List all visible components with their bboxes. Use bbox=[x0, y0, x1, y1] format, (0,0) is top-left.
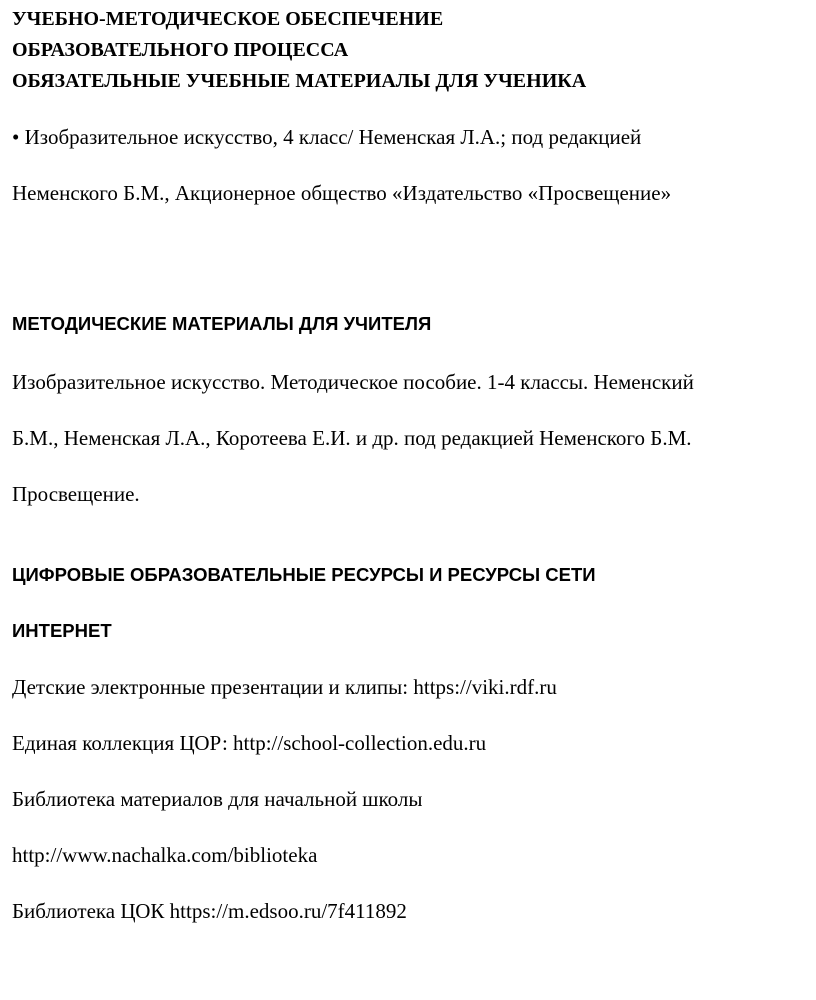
resource-link-school-collection[interactable]: http://school-collection.edu.ru bbox=[233, 731, 487, 755]
resource-item-cok-library bbox=[12, 898, 407, 924]
student-material-item-line-1: • Изобразительное искусство, 4 класс/ Неменская Л.А.; под редакцией bbox=[12, 125, 642, 149]
header-title-line-2: ОБРАЗОВАТЕЛЬНОГО ПРОЦЕССА bbox=[12, 39, 349, 61]
resource-label: Библиотека ЦОК bbox=[12, 899, 170, 923]
digital-resources-heading-line-2: ИНТЕРНЕТ bbox=[12, 620, 112, 641]
teacher-material-line-3: Просвещение. bbox=[12, 482, 140, 506]
student-material-item-line-2: Неменского Б.М., Акционерное общество «Издательство «Просвещение» bbox=[12, 181, 672, 205]
resource-label: Единая коллекция ЦОР: bbox=[12, 731, 234, 755]
resource-link-nachalka[interactable]: http://www.nachalka.com/biblioteka bbox=[12, 843, 318, 867]
resource-link-edsoo[interactable]: https://m.edsoo.ru/7f411892 bbox=[169, 899, 407, 923]
digital-resources-heading-line-1: ЦИФРОВЫЕ ОБРАЗОВАТЕЛЬНЫЕ РЕСУРСЫ И РЕСУРСЫ СЕТИ bbox=[12, 564, 596, 585]
header-title-line-1: УЧЕБНО-МЕТОДИЧЕСКОЕ ОБЕСПЕЧЕНИЕ bbox=[12, 8, 444, 30]
resource-item-primary-library: Библиотека материалов для начальной школы bbox=[12, 787, 423, 811]
teacher-materials-heading: МЕТОДИЧЕСКИЕ МАТЕРИАЛЫ ДЛЯ УЧИТЕЛЯ bbox=[12, 313, 432, 334]
student-materials-heading: ОБЯЗАТЕЛЬНЫЕ УЧЕБНЫЕ МАТЕРИАЛЫ ДЛЯ УЧЕНИКА bbox=[12, 70, 587, 92]
resource-item-cor-collection bbox=[12, 730, 486, 756]
resource-item-presentations bbox=[12, 674, 557, 700]
resource-label: Детские электронные презентации и клипы: bbox=[12, 675, 414, 699]
resource-link-viki[interactable]: https://viki.rdf.ru bbox=[413, 675, 557, 699]
teacher-material-line-2: Б.М., Неменская Л.А., Коротеева Е.И. и др. под редакцией Неменского Б.М. bbox=[12, 426, 692, 450]
teacher-material-line-1: Изобразительное искусство. Методическое пособие. 1-4 классы. Неменский bbox=[12, 370, 694, 394]
